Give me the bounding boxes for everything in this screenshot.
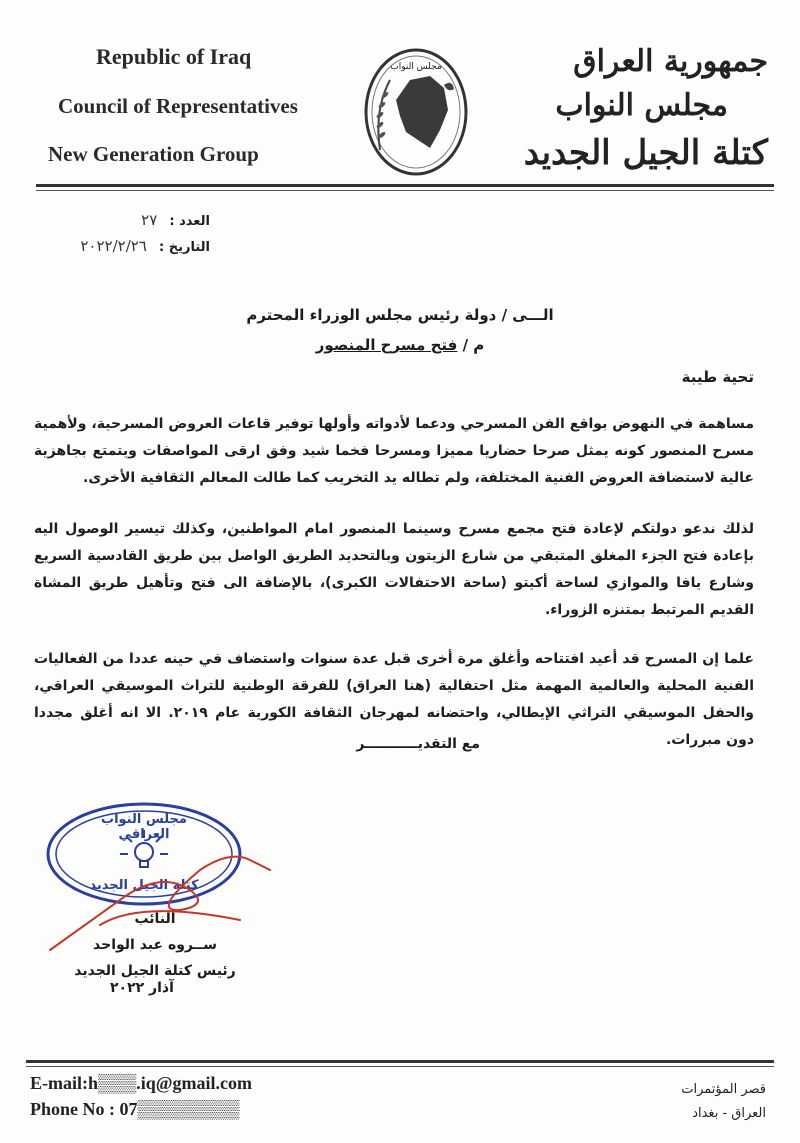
stamp-top-text: مجلس النواب العراقي (101, 812, 187, 842)
signatory-position: رئيس كتلة الجيل الجديد (74, 963, 236, 979)
addressee-line: الـــى / دولة رئيس مجلس الوزراء المحترم (246, 306, 554, 324)
date-value: ٢٠٢٢/٢/٢٦ (80, 237, 147, 255)
footer-divider (26, 1060, 774, 1063)
address-block (681, 1078, 766, 1126)
header-group-ar: كتلة الجيل الجديد (523, 133, 768, 173)
subject-prefix: م / (462, 336, 485, 354)
stamp-bottom-text: كتلة الجيل الجديد (89, 878, 199, 893)
subject-line (0, 330, 800, 360)
body-paragraph-1: مساهمة في النهوض بواقع الفن المسرحي ودعما لأدواته وأولها توفير قاعات العروض المسرحية، ولأهمية مسرح المنصور كونه يمثل صرحا حضاريا مميزا ومسرحا فخما شيد وفق ارقى المواصفات ويتمتع بجاهزية عالية لاستضافة العروض الفنية المختلفة، ولم تطاله يد التخريب كما طالت المعالم الثقافية الأخرى. (34, 416, 754, 486)
phone-text: Phone No : 07▒▒▒▒▒▒▒▒ (30, 1099, 240, 1119)
footer-divider-thin (26, 1066, 774, 1067)
reference-block (10, 208, 210, 260)
body-paragraph-3: علما إن المسرح قد أعيد افتتاحه وأغلق مرة أخرى قبل عدة سنوات واستضاف في حينه عددا من الفعاليات الفنية المحلية والعالمية المهمة مثل احتفالية (هنا العراق) للفرقة الوطنية للتراث الموسيقي العراقي، والحفل الموسيقي التراثي الإيطالي، واحتضانه لمهرجان الثقافة الكورية عام ٢٠١٩. الا انه أغلق مجددا دون مبررات. (34, 651, 755, 748)
reference-number (10, 208, 210, 234)
subject-text: فتح مسرح المنصور (315, 336, 458, 354)
address-line-1: قصر المؤتمرات (681, 1082, 766, 1097)
number-value: ٢٧ (141, 211, 158, 229)
email-text: E-mail:h▒▒▒.iq@gmail.com (30, 1073, 252, 1093)
arabic-letterhead (523, 40, 768, 178)
date-label: التاريخ : (159, 240, 210, 255)
signature-date: آذار ٢٠٢٢ (110, 980, 174, 996)
header-divider-thin (36, 190, 774, 191)
header-council-en: Council of Representatives (58, 94, 298, 118)
body-paragraph-2: لذلك ندعو دولتكم لإعادة فتح مجمع مسرح وسينما المنصور امام المواطنين، وكذلك تيسير الوصول اليه بإعادة فتح الجزء المغلق المتبقي من شارع الزيتون وبالتحديد الطريق الواصل بين طريق القادسية السريع وشارع يافا والموازي لساحة أكيتو (ساحة الاحتفالات الكبرى)، بالإضافة الى فتح وتأهيل طريق المشاة القديم المرتبط بمتنزه الزوراء. (34, 521, 754, 618)
number-label: العدد : (169, 214, 210, 229)
address-line-2: العراق - بغداد (692, 1106, 766, 1121)
header-divider (36, 184, 774, 187)
parliament-logo (360, 40, 472, 180)
signatory-block (40, 906, 270, 984)
reference-date (10, 234, 210, 260)
addressee-block (0, 300, 800, 360)
signatory-name: ســروه عبد الواحد (93, 937, 217, 953)
logo-text: مجلس النواب (390, 62, 442, 72)
signatory-title: النائب (134, 911, 176, 927)
header-country-ar: جمهورية العراق (573, 44, 768, 79)
greeting: تحية طيبة (681, 368, 754, 386)
closing-line: مع التقديـــــــــــر (356, 736, 480, 752)
header-council-ar: مجلس النواب (555, 88, 728, 123)
header-group-en: New Generation Group (48, 142, 259, 166)
contact-block (30, 1070, 252, 1122)
header-country-en: Republic of Iraq (96, 44, 252, 69)
